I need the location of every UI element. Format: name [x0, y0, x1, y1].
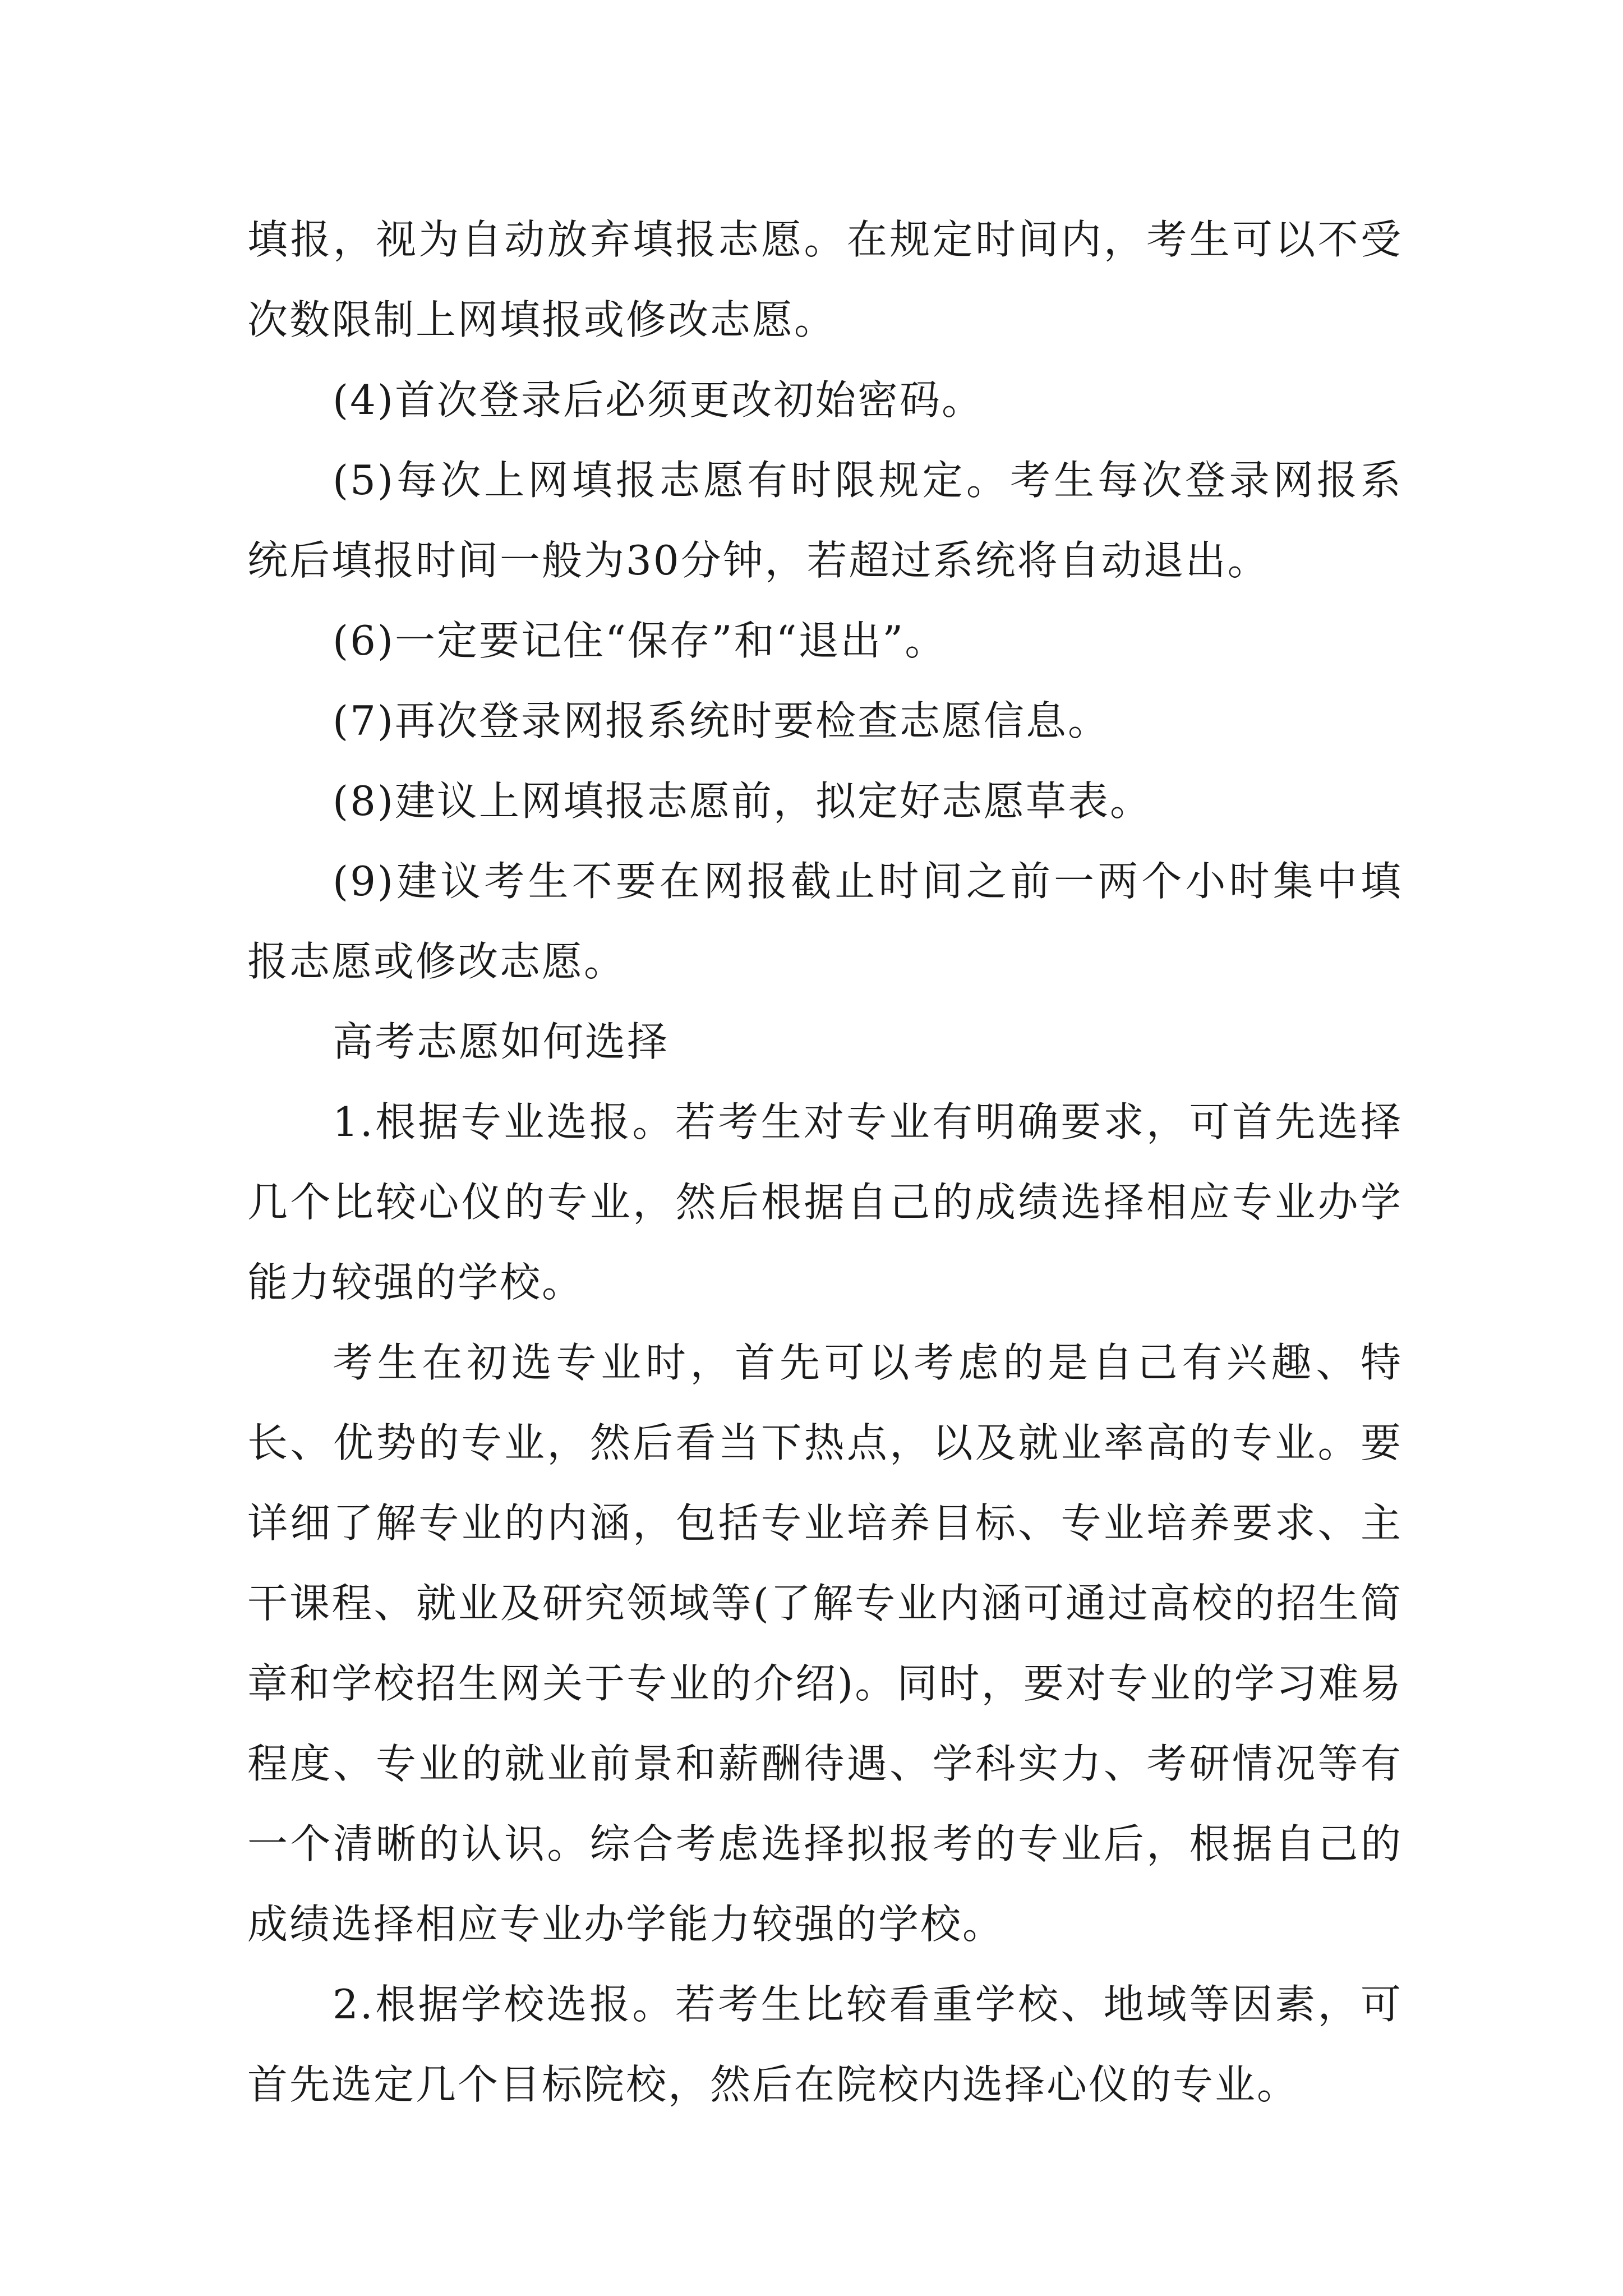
paragraph-item-8: (8)建议上网填报志愿前，拟定好志愿草表。: [333, 777, 1152, 825]
paragraph-item-9: (9)建议考生不要在网报截止时间之前一两个小时集中填报志愿或修改志愿。: [247, 858, 1403, 985]
document-body: [247, 200, 1403, 2125]
paragraph-item-5: (5)每次上网填报志愿有时限规定。考生每次登录网报系统后填报时间一般为30分钟，若超过系统将自动退出。: [247, 457, 1403, 584]
paragraph-point-1: 1.根据专业选报。若考生对专业有明确要求，可首先选择几个比较心仪的专业，然后根据自己的成绩选择相应专业办学能力较强的学校。: [247, 1098, 1403, 1306]
paragraph-continuation: 填报，视为自动放弃填报志愿。在规定时间内，考生可以不受次数限制上网填报或修改志愿。: [247, 216, 1403, 343]
paragraph-item-7: (7)再次登录网报系统时要检查志愿信息。: [333, 697, 1110, 744]
paragraph-item-4: (4)首次登录后必须更改初始密码。: [333, 376, 984, 424]
paragraph-detail: 考生在初选专业时，首先可以考虑的是自己有兴趣、特长、优势的专业，然后看当下热点，以及就业率高的专业。要详细了解专业的内涵，包括专业培养目标、专业培养要求、主干课程、就业及研究领域等(了解专业内涵可通过高校的招生简章和学校招生网关于专业的介绍)。同时，要对专业的学习难易程度、专业的就业前景和薪酬待遇、学科实力、考研情况等有一个清晰的认识。综合考虑选择拟报考的专业后，根据自己的成绩选择相应专业办学能力较强的学校。: [247, 1339, 1403, 1948]
paragraph-point-2: 2.根据学校选报。若考生比较看重学校、地域等因素，可首先选定几个目标院校，然后在院校内选择心仪的专业。: [247, 1981, 1403, 2108]
section-heading: 高考志愿如何选择: [333, 1018, 670, 1065]
paragraph-item-6: (6)一定要记住“保存”和“退出”。: [333, 617, 947, 664]
